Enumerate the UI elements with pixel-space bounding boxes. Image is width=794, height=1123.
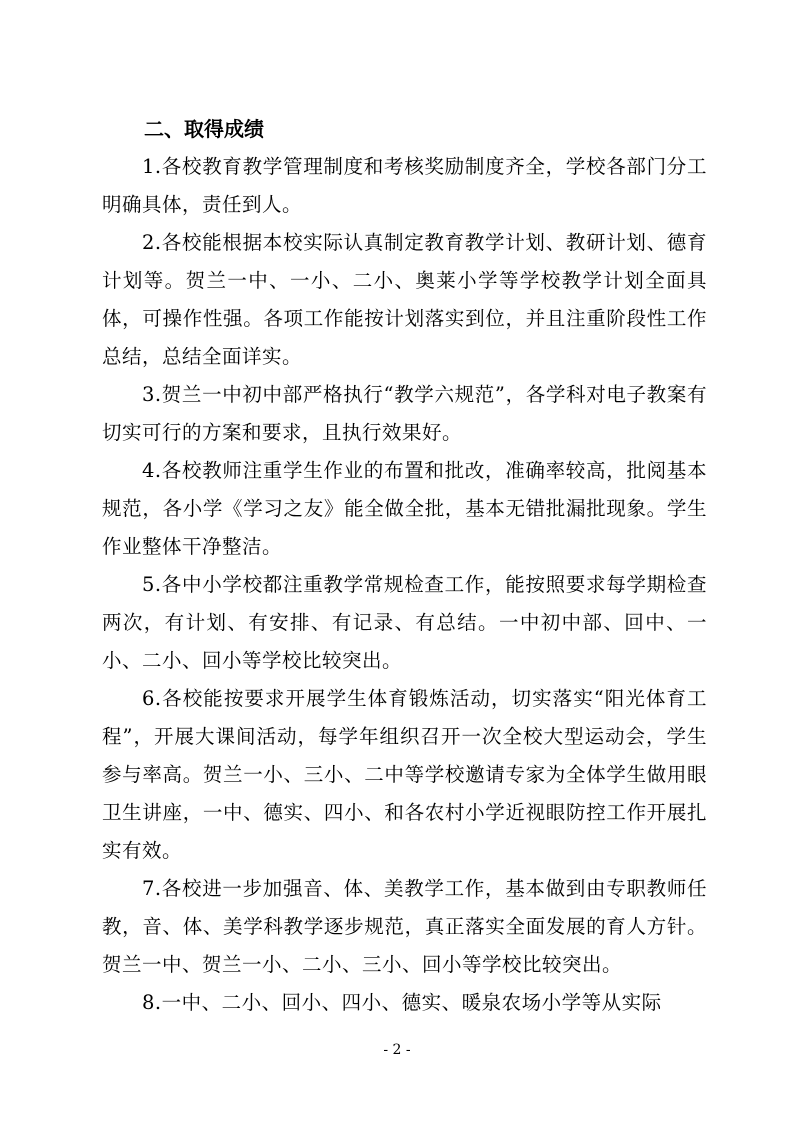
paragraph-2: 2.各校能根据本校实际认真制定教育教学计划、教研计划、德育计划等。贺兰一中、一小、二小、奥莱小学等学校教学计划全面具体，可操作性强。各项工作能按计划落实到位，并且注重阶段性工作总结，总结全面详实。: [102, 231, 707, 368]
paragraph-5: 5.各中小学校都注重教学常规检查工作，能按照要求每学期检查两次，有计划、有安排、有记录、有总结。一中初中部、回中、一小、二小、回小等学校比较突出。: [102, 573, 707, 672]
page-number: - 2 -: [383, 1042, 411, 1058]
paragraph-3: 3.贺兰一中初中部严格执行“教学六规范”，各学科对电子教案有切实可行的方案和要求，且执行效果好。: [102, 383, 707, 444]
section-heading: 二、取得成绩: [144, 117, 264, 141]
paragraph-8: 8.一中、二小、回小、四小、德实、暖泉农场小学等从实际: [142, 991, 662, 1014]
page-body: [102, 110, 707, 1022]
paragraph-1: 1.各校教育教学管理制度和考核奖励制度齐全，学校各部门分工明确具体，责任到人。: [102, 155, 707, 216]
paragraph-7: 7.各校进一步加强音、体、美教学工作，基本做到由专职教师任教，音、体、美学科教学逐步规范，真正落实全面发展的育人方针。贺兰一中、贺兰一小、二小、三小、回小等学校比较突出。: [102, 877, 707, 976]
paragraph-6: 6.各校能按要求开展学生体育锻炼活动，切实落实“阳光体育工程”，开展大课间活动，每学年组织召开一次全校大型运动会，学生参与率高。贺兰一小、三小、二中等学校邀请专家为全体学生做用眼卫生讲座，一中、德实、四小、和各农村小学近视眼防控工作开展扎实有效。: [102, 687, 707, 862]
paragraph-4: 4.各校教师注重学生作业的布置和批改，准确率较高，批阅基本规范，各小学《学习之友》能全做全批，基本无错批漏批现象。学生作业整体干净整洁。: [102, 459, 707, 558]
